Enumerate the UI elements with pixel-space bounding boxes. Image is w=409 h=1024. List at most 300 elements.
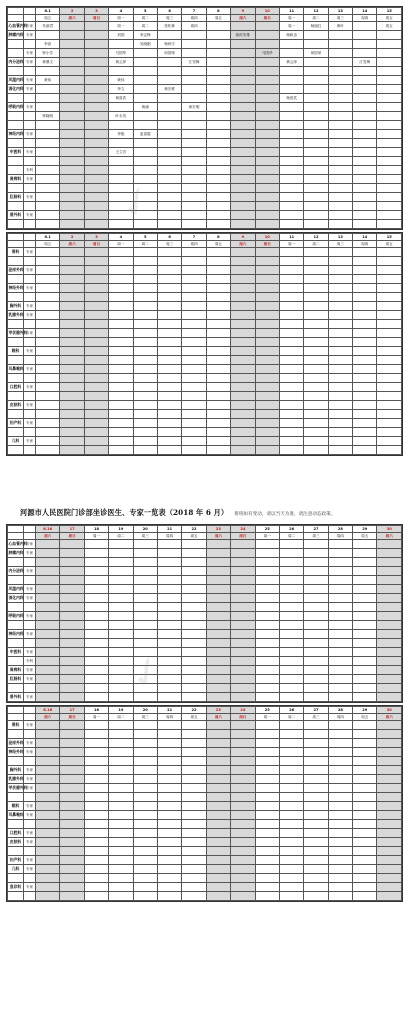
doctor-cell (60, 892, 84, 901)
role-cell: 专家 (24, 248, 36, 257)
doctor-cell (109, 739, 133, 748)
doctor-cell (377, 193, 402, 202)
doctor-cell (84, 311, 108, 320)
doctor-cell (255, 567, 279, 576)
doctor-cell (133, 202, 157, 211)
doctor-cell (353, 275, 377, 284)
doctor-cell (353, 757, 377, 766)
doctor-cell (36, 31, 60, 40)
role-cell: 专家 (24, 811, 36, 820)
doctor-cell (182, 148, 206, 157)
doctor-cell (84, 302, 108, 311)
doctor-cell (304, 67, 328, 76)
doctor-cell (133, 58, 157, 67)
doctor-cell (255, 657, 279, 666)
role-cell: 专家 (24, 22, 36, 31)
weekday-cell: 周四 (157, 714, 181, 721)
doctor-cell (353, 76, 377, 85)
doctor-cell (84, 130, 108, 139)
doctor-cell (231, 130, 255, 139)
doctor-cell (279, 148, 303, 157)
doctor-cell (328, 847, 352, 856)
department-cell (8, 558, 24, 567)
doctor-cell (353, 603, 377, 612)
doctor-cell (206, 419, 230, 428)
doctor-cell (182, 585, 206, 594)
role-cell (24, 338, 36, 347)
doctor-cell (206, 757, 230, 766)
doctor-cell (328, 892, 352, 901)
table-block-d (6, 705, 403, 902)
role-cell: 专家 (24, 721, 36, 730)
department-cell (8, 603, 24, 612)
doctor-cell (328, 257, 352, 266)
department-cell (8, 446, 24, 455)
date-cell: 6 (157, 8, 181, 15)
doctor-cell (255, 58, 279, 67)
doctor-cell (60, 639, 84, 648)
department-cell (8, 202, 24, 211)
doctor-cell (206, 157, 230, 166)
doctor-cell (84, 103, 108, 112)
doctor-cell (377, 748, 402, 757)
doctor-cell (231, 284, 255, 293)
doctor-cell (377, 540, 402, 549)
doctor-cell (60, 693, 84, 702)
doctor-cell (255, 865, 279, 874)
doctor-cell (133, 856, 157, 865)
doctor-cell (60, 612, 84, 621)
doctor-cell (353, 793, 377, 802)
doctor-cell (279, 121, 303, 130)
doctor-cell (157, 567, 181, 576)
role-cell: 专家 (24, 630, 36, 639)
date-cell: 15 (377, 234, 402, 241)
date-cell: 3 (84, 234, 108, 241)
doctor-cell (133, 594, 157, 603)
doctor-cell (304, 365, 328, 374)
doctor-cell (157, 802, 181, 811)
doctor-cell (206, 594, 230, 603)
doctor-cell (206, 684, 230, 693)
doctor-cell (157, 820, 181, 829)
doctor-cell (84, 419, 108, 428)
doctor-cell (377, 293, 402, 302)
corner-cell (8, 526, 24, 533)
table-row (8, 383, 402, 392)
doctor-cell (231, 175, 255, 184)
date-cell: 12 (304, 234, 328, 241)
doctor-cell (36, 603, 60, 612)
doctor-cell (206, 211, 230, 220)
doctor-cell (377, 383, 402, 392)
doctor-cell (133, 374, 157, 383)
doctor-cell (304, 784, 328, 793)
doctor-cell (206, 446, 230, 455)
table-row (8, 410, 402, 419)
table-row (8, 757, 402, 766)
doctor-cell (157, 311, 181, 320)
weekday-cell: 周一 (109, 241, 133, 248)
doctor-cell (60, 175, 84, 184)
doctor-cell (182, 175, 206, 184)
doctor-cell (182, 639, 206, 648)
doctor-cell (304, 220, 328, 229)
doctor-cell (328, 576, 352, 585)
doctor-cell (279, 383, 303, 392)
doctor-cell (328, 585, 352, 594)
doctor-cell (353, 166, 377, 175)
doctor-cell (182, 211, 206, 220)
table-row (8, 338, 402, 347)
doctor-cell (231, 856, 255, 865)
doctor-cell (377, 630, 402, 639)
doctor-cell (84, 166, 108, 175)
doctor-cell (182, 558, 206, 567)
role-cell: 专家 (24, 865, 36, 874)
doctor-cell (36, 648, 60, 657)
role-cell: 专家 (24, 437, 36, 446)
role-cell (24, 428, 36, 437)
doctor-cell (231, 202, 255, 211)
doctor-cell (36, 630, 60, 639)
weekday-cell: 周六 (231, 15, 255, 22)
doctor-cell (60, 320, 84, 329)
date-cell: 5 (133, 234, 157, 241)
department-cell (8, 684, 24, 693)
doctor-cell (353, 320, 377, 329)
doctor-cell (206, 838, 230, 847)
doctor-cell (353, 329, 377, 338)
doctor-cell (109, 603, 133, 612)
doctor-cell (377, 693, 402, 702)
doctor-cell (182, 630, 206, 639)
doctor-cell (255, 856, 279, 865)
doctor-cell (304, 112, 328, 121)
doctor-cell (36, 757, 60, 766)
doctor-cell (231, 648, 255, 657)
doctor-cell (304, 446, 328, 455)
doctor-cell (353, 31, 377, 40)
doctor-cell (60, 103, 84, 112)
doctor-cell (231, 657, 255, 666)
doctor-cell: 周四 (182, 22, 206, 31)
doctor-cell (377, 585, 402, 594)
doctor-cell (133, 211, 157, 220)
doctor-cell (206, 549, 230, 558)
doctor-cell (255, 383, 279, 392)
doctor-cell (279, 184, 303, 193)
doctor-cell (84, 320, 108, 329)
doctor-cell (36, 184, 60, 193)
doctor-cell (353, 94, 377, 103)
doctor-cell (84, 175, 108, 184)
doctor-cell (255, 820, 279, 829)
doctor-cell (353, 657, 377, 666)
doctor-cell (182, 883, 206, 892)
doctor-cell: 蓝春霞 (133, 130, 157, 139)
doctor-cell (182, 112, 206, 121)
table-row (8, 621, 402, 630)
doctor-cell (279, 193, 303, 202)
weekday-header-row (8, 533, 402, 540)
doctor-cell: 钟小芳 (36, 49, 60, 58)
doctor-cell (377, 721, 402, 730)
doctor-cell (328, 630, 352, 639)
date-cell: 17 (60, 707, 84, 714)
doctor-cell (353, 775, 377, 784)
role-cell: 专家 (24, 49, 36, 58)
doctor-cell (328, 721, 352, 730)
doctor-cell (279, 211, 303, 220)
doctor-cell (255, 356, 279, 365)
doctor-cell (157, 139, 181, 148)
table-row (8, 549, 402, 558)
doctor-cell (304, 139, 328, 148)
doctor-cell (36, 675, 60, 684)
doctor-cell (231, 121, 255, 130)
doctor-cell (157, 347, 181, 356)
doctor-cell (109, 874, 133, 883)
doctor-cell (328, 374, 352, 383)
weekday-cell: 周二 (279, 533, 303, 540)
doctor-cell (304, 820, 328, 829)
doctor-cell (133, 811, 157, 820)
doctor-cell: 吴晓刚 (133, 40, 157, 49)
doctor-cell (328, 540, 352, 549)
doctor-cell (255, 603, 279, 612)
doctor-cell (353, 567, 377, 576)
doctor-cell (377, 820, 402, 829)
doctor-cell (84, 284, 108, 293)
doctor-cell (109, 139, 133, 148)
doctor-cell (84, 49, 108, 58)
doctor-cell (255, 275, 279, 284)
doctor-cell (353, 392, 377, 401)
table-row (8, 148, 402, 157)
doctor-cell (84, 67, 108, 76)
doctor-cell (157, 202, 181, 211)
table-row (8, 630, 402, 639)
doctor-cell (328, 85, 352, 94)
department-cell (8, 847, 24, 856)
doctor-cell: 黄鼎文 (36, 58, 60, 67)
doctor-cell (377, 874, 402, 883)
date-cell: 28 (328, 526, 352, 533)
doctor-cell (377, 103, 402, 112)
doctor-cell (353, 383, 377, 392)
doctor-cell (109, 211, 133, 220)
doctor-cell (84, 793, 108, 802)
doctor-cell (84, 847, 108, 856)
doctor-cell (255, 202, 279, 211)
doctor-cell (36, 838, 60, 847)
role-cell: 专家 (24, 329, 36, 338)
doctor-cell (328, 621, 352, 630)
doctor-cell (231, 157, 255, 166)
doctor-cell (231, 320, 255, 329)
doctor-cell (328, 419, 352, 428)
table-row (8, 847, 402, 856)
doctor-cell (206, 675, 230, 684)
table-row (8, 540, 402, 549)
doctor-cell (133, 175, 157, 184)
doctor-cell (109, 802, 133, 811)
department-cell (8, 639, 24, 648)
doctor-cell (182, 94, 206, 103)
doctor-cell (109, 320, 133, 329)
doctor-cell (353, 284, 377, 293)
date-cell: 27 (304, 526, 328, 533)
doctor-cell (109, 329, 133, 338)
doctor-cell (328, 58, 352, 67)
doctor-cell (133, 721, 157, 730)
date-cell: 19 (109, 707, 133, 714)
doctor-cell (231, 793, 255, 802)
doctor-cell (279, 85, 303, 94)
doctor-cell (353, 446, 377, 455)
doctor-cell (304, 585, 328, 594)
doctor-cell (353, 419, 377, 428)
doctor-cell (206, 347, 230, 356)
title-row (6, 508, 403, 522)
doctor-cell (36, 338, 60, 347)
doctor-cell (377, 739, 402, 748)
doctor-cell (255, 428, 279, 437)
doctor-cell (182, 320, 206, 329)
doctor-cell (328, 446, 352, 455)
doctor-cell (157, 874, 181, 883)
department-cell: 胸外科 (8, 766, 24, 775)
doctor-cell (182, 820, 206, 829)
doctor-cell (377, 202, 402, 211)
doctor-cell (377, 365, 402, 374)
doctor-cell (157, 193, 181, 202)
doctor-cell (255, 630, 279, 639)
department-cell: 中医科 (8, 648, 24, 657)
doctor-cell (255, 40, 279, 49)
doctor-cell (255, 829, 279, 838)
doctor-cell (206, 139, 230, 148)
doctor-cell (157, 766, 181, 775)
doctor-cell (353, 594, 377, 603)
doctor-cell (133, 757, 157, 766)
doctor-cell (377, 567, 402, 576)
doctor-cell (279, 419, 303, 428)
doctor-cell (60, 193, 84, 202)
doctor-cell (60, 22, 84, 31)
doctor-cell (377, 757, 402, 766)
doctor-cell (84, 193, 108, 202)
doctor-cell (304, 202, 328, 211)
doctor-cell (328, 883, 352, 892)
department-cell: 内分泌科 (8, 567, 24, 576)
date-cell: 27 (304, 707, 328, 714)
role-cell: 专家 (24, 585, 36, 594)
doctor-cell (36, 248, 60, 257)
doctor-cell (182, 311, 206, 320)
doctor-cell (133, 157, 157, 166)
doctor-cell (133, 639, 157, 648)
doctor-cell (157, 220, 181, 229)
doctor-cell (328, 657, 352, 666)
date-cell: 25 (255, 707, 279, 714)
doctor-cell: 周一 (109, 22, 133, 31)
doctor-cell: 江雪梅 (353, 58, 377, 67)
doctor-cell (36, 257, 60, 266)
doctor-cell (109, 193, 133, 202)
doctor-cell (182, 847, 206, 856)
doctor-cell (60, 730, 84, 739)
date-cell: 6.16 (36, 526, 60, 533)
doctor-cell (304, 401, 328, 410)
doctor-cell (60, 266, 84, 275)
doctor-cell (157, 428, 181, 437)
doctor-cell (60, 675, 84, 684)
table-row (8, 829, 402, 838)
doctor-cell (353, 693, 377, 702)
weekday-cell: 周四 (353, 241, 377, 248)
doctor-cell (255, 847, 279, 856)
doctor-cell (206, 257, 230, 266)
doctor-cell (133, 284, 157, 293)
doctor-cell (304, 766, 328, 775)
doctor-cell (328, 748, 352, 757)
role-cell (24, 374, 36, 383)
date-cell: 11 (279, 8, 303, 15)
weekday-cell: 周六 (377, 533, 402, 540)
doctor-cell (353, 257, 377, 266)
doctor-cell (279, 103, 303, 112)
doctor-cell (109, 721, 133, 730)
date-cell: 17 (60, 526, 84, 533)
doctor-cell (157, 248, 181, 257)
doctor-cell (84, 739, 108, 748)
doctor-cell (182, 874, 206, 883)
doctor-cell (353, 585, 377, 594)
doctor-cell (36, 193, 60, 202)
doctor-cell (60, 311, 84, 320)
doctor-cell: 钟晓明 (36, 112, 60, 121)
doctor-cell (84, 266, 108, 275)
doctor-cell (328, 175, 352, 184)
doctor-cell (255, 392, 279, 401)
doctor-cell (231, 585, 255, 594)
doctor-cell (304, 684, 328, 693)
doctor-cell (279, 594, 303, 603)
doctor-cell (60, 558, 84, 567)
doctor-cell (231, 666, 255, 675)
doctor-cell (60, 657, 84, 666)
doctor-cell (353, 766, 377, 775)
table-block-b (6, 232, 403, 456)
doctor-cell (255, 612, 279, 621)
weekday-cell: 周二 (279, 714, 303, 721)
doctor-cell (109, 410, 133, 419)
doctor-cell (157, 67, 181, 76)
doctor-cell (60, 329, 84, 338)
date-cell: 7 (182, 234, 206, 241)
doctor-cell (328, 865, 352, 874)
doctor-cell (133, 401, 157, 410)
doctor-cell (304, 892, 328, 901)
doctor-cell (328, 166, 352, 175)
date-header-row (8, 526, 402, 533)
doctor-cell (353, 856, 377, 865)
role-cell: 专家 (24, 549, 36, 558)
doctor-cell (328, 437, 352, 446)
doctor-cell (255, 374, 279, 383)
